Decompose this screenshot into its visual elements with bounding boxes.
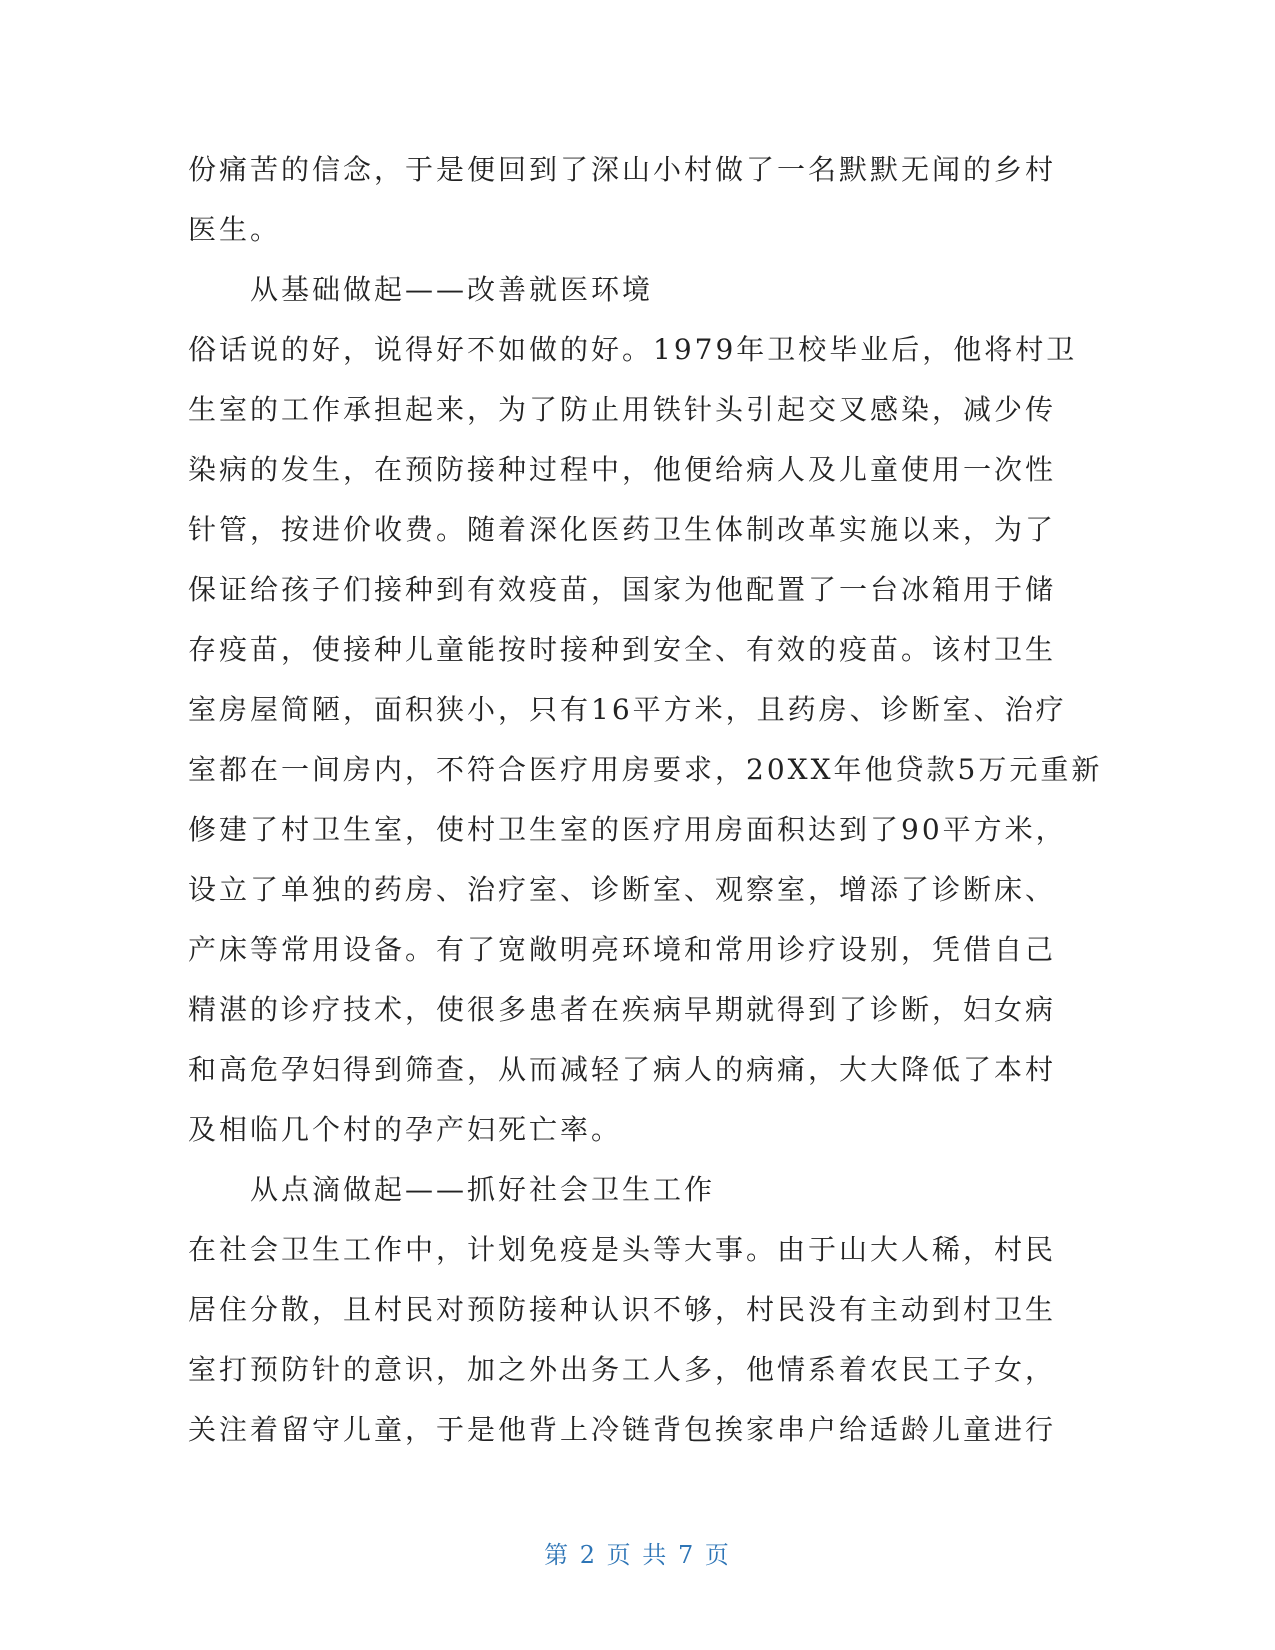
body-line: 室都在一间房内，不符合医疗用房要求，20XX年他贷款5万元重新 bbox=[188, 753, 1103, 786]
body-line: 室房屋简陋，面积狭小，只有16平方米，且药房、诊断室、治疗 bbox=[188, 693, 1067, 726]
page-number-footer: 第 2 页 共 7 页 bbox=[544, 1541, 731, 1569]
body-line: 份痛苦的信念，于是便回到了深山小村做了一名默默无闻的乡村 bbox=[188, 153, 1057, 186]
body-line: 针管，按进价收费。随着深化医药卫生体制改革实施以来，为了 bbox=[188, 513, 1057, 546]
section-heading: 从基础做起——改善就医环境 bbox=[250, 273, 654, 306]
body-line: 存疫苗，使接种儿童能按时接种到安全、有效的疫苗。该村卫生 bbox=[188, 633, 1057, 666]
body-line: 生室的工作承担起来，为了防止用铁针头引起交叉感染，减少传 bbox=[188, 393, 1057, 426]
body-line: 及相临几个村的孕产妇死亡率。 bbox=[188, 1113, 623, 1146]
body-line: 医生。 bbox=[188, 213, 282, 246]
body-line: 修建了村卫生室，使村卫生室的医疗用房面积达到了90平方米， bbox=[188, 813, 1067, 846]
document-body bbox=[188, 140, 1103, 1460]
section-heading: 从点滴做起——抓好社会卫生工作 bbox=[250, 1173, 716, 1206]
body-line: 产床等常用设备。有了宽敞明亮环境和常用诊疗设别，凭借自己 bbox=[188, 933, 1057, 966]
body-line: 室打预防针的意识，加之外出务工人多，他情系着农民工子女， bbox=[188, 1353, 1057, 1386]
body-line: 关注着留守儿童，于是他背上冷链背包挨家串户给适龄儿童进行 bbox=[188, 1413, 1057, 1446]
body-line: 精湛的诊疗技术，使很多患者在疾病早期就得到了诊断，妇女病 bbox=[188, 993, 1057, 1026]
body-line: 和高危孕妇得到筛查，从而减轻了病人的病痛，大大降低了本村 bbox=[188, 1053, 1057, 1086]
body-line: 在社会卫生工作中，计划免疫是头等大事。由于山大人稀，村民 bbox=[188, 1233, 1057, 1266]
body-line: 俗话说的好，说得好不如做的好。1979年卫校毕业后，他将村卫 bbox=[188, 333, 1078, 366]
body-line: 染病的发生，在预防接种过程中，他便给病人及儿童使用一次性 bbox=[188, 453, 1057, 486]
body-line: 设立了单独的药房、治疗室、诊断室、观察室，增添了诊断床、 bbox=[188, 873, 1057, 906]
body-line: 居住分散，且村民对预防接种认识不够，村民没有主动到村卫生 bbox=[188, 1293, 1057, 1326]
body-line: 保证给孩子们接种到有效疫苗，国家为他配置了一台冰箱用于储 bbox=[188, 573, 1057, 606]
